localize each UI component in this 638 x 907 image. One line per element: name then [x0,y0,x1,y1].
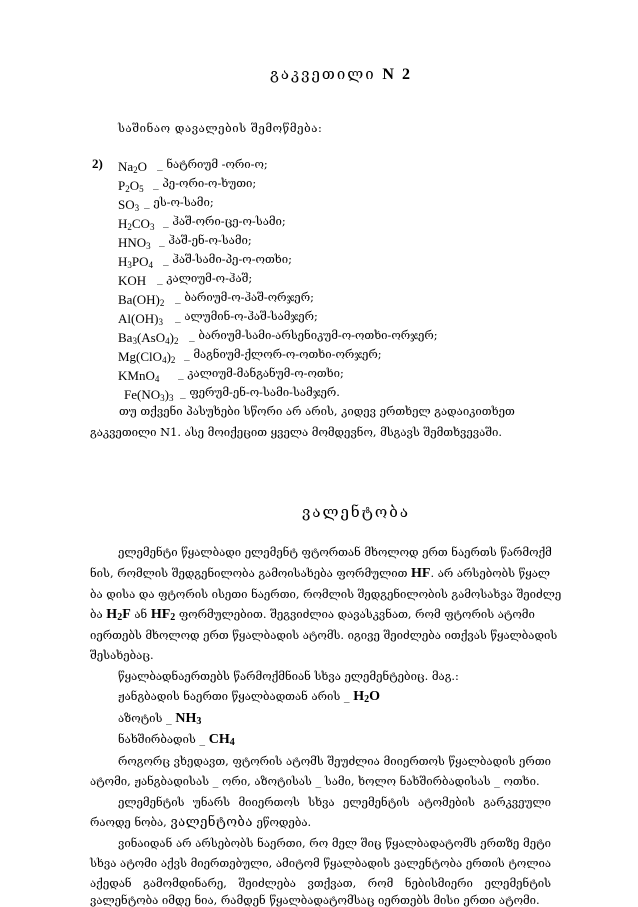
p1-line-1: ელემენტი წყალბადი ელემენტ ფტორთან მხოლოდ ერთ ნაერთს წარმოქმ [118,545,552,559]
p1-line-5: იერთებს მხოლოდ ერთ წყალბადის ატომს. იგივე შეიძლება ითქვას წყალბადის [90,628,558,642]
p5-line-2: სხვა ატომი აქვს მიერთებული, ამიტომ წყალბადის ვალენტობა ერთის ტოლია [90,856,551,870]
compound-row [118,156,268,175]
compound-formula: $Mg(ClO_4)_2$ [118,349,176,365]
term-valence: ვალენტობა [170,815,253,830]
compound-formula: $HNO_3$ [118,235,151,251]
compound-name: _ ჰაშ-სამი-პე-ო-ოთხი; [163,252,292,266]
compound-row [118,270,253,289]
compound-name: _ ფერუმ-ენ-ო-სამი-სამჯერ. [180,385,340,399]
p4-line-1: ელემენტის უნარს მიიერთოს სხვა ელემენტის ატომების გარკვეული [118,795,551,809]
valence-heading: ვალენტობა [302,503,410,521]
p1-line-4-b: ან [134,607,148,621]
p1-line-2-text: ნის, რომლის შედგენილობა გამოისახება ფორმულით [90,566,408,580]
p5-line-4: ვალენტობა იმდე ნია, რამდენ წყალბადატომსაც იერთებს მისი ერთი ატომი. [90,893,540,907]
p3-line-1: როგორც ვხედავთ, ფტორის ატომს შეუძლია მიიერთოს წყალბადის ერთი [118,754,551,768]
compound-name: _ მაგნიუმ-ქლორ-ო-ოთხი-ორჯერ; [184,347,382,361]
formula-hf2: $HF_2$ [150,607,176,623]
compound-row [118,251,292,270]
p3-line-2: ატომი, ჟანგბადისას _ ორი, აზოტისას _ სამი, ხოლო ნახშირბადისას _ ოთხი. [90,774,540,788]
compound-name: _ ბარიუმ-სამი-არსენიკუმ-ო-ოთხი-ორჯერ; [189,328,438,342]
p1-line-4-c: ფორმულებით. შეგვიძლია დავასკვნათ, რომ ფტორის ატომი [178,607,535,621]
p4-line-2 [90,815,311,830]
compound-formula: $Fe(NO_3)_3$ [124,387,174,403]
p4-line-2-b: ეწოდება. [256,815,312,829]
note-line-1: თუ თქვენი პასუხები სწორი არ არის, კიდევ ერთხელ გადაიკითხეთ [119,404,515,418]
compound-name: _ ბარიუმ-ო-ჰაშ-ორჯერ; [175,290,314,304]
compound-formula: $Ba_3(AsO_4)_2$ [118,330,179,346]
p1-line-4 [90,607,535,623]
compound-formula: $SO_3$ [118,197,140,213]
p1-line-2 [90,566,550,582]
compound-row [118,213,286,232]
p2-oxygen-text: ჟანგბადის ნაერთი წყალბადთან არის _ [118,689,350,703]
p5-line-1: ვინაიდან არ არსებობს ნაერთი, რო მელ შიც წყალბადატომს ერთზე მეტი [118,836,551,850]
compound-name: _ ჰაშ-ენ-ო-სამი; [159,233,252,247]
compound-formula: KOH [118,273,147,288]
p2-line-1: წყალბადნაერთებს წარმოქმნიან სხვა ელემენტებიც. მაგ.: [118,669,459,683]
p1-line-6: შესახებაც. [90,648,154,662]
formula-nh3: $NH_3$ [175,711,202,727]
p2-nitrogen-line [118,711,201,727]
lesson-title-word: გაკვეთილი [270,65,376,83]
p2-oxygen-line [118,689,380,705]
compound-formula: $Ba(OH)_2$ [118,292,165,308]
formula-h2o: $H_2O$ [353,689,380,705]
note-line-2: გაკვეთილი N1. ასე მოიქეცით ყველა მომდევნო, მსგავს შემთხვევაში. [90,425,503,439]
homework-heading: საშინაო დავალების შემოწმება: [118,121,323,135]
compound-row [118,194,214,213]
compound-formula: $H_3PO_4$ [118,254,154,270]
compound-row [118,346,382,365]
formula-ch4: $CH_4$ [208,732,235,748]
p5-line-3: აქედან გამომდინარე, შეიძლება ვთქვათ, რომ ნებისმიერი ელემენტის [90,876,551,890]
lesson-number: N 2 [382,66,412,83]
p1-line-4-a: ბა [90,607,103,621]
item-number: 2) [92,156,103,171]
compound-row [124,384,340,403]
compound-formula: $H_2CO_3$ [118,216,155,232]
compound-name: _ ნატრიუმ -ორი-ო; [157,157,268,171]
compound-formula: KMnO$_4$ [118,368,160,384]
compound-formula: $Na_2O$ [118,159,148,175]
lesson-title [270,65,412,84]
compound-name: _ კალიუმ-მანგანუმ-ო-ოთხი; [178,366,344,380]
compound-row [118,365,344,384]
p2-nitrogen-text: აზოტის _ [118,711,172,725]
compound-row [118,232,252,251]
compound-name: _ ალუმინ-ო-ჰაშ-სამჯერ; [175,309,318,323]
compound-row [118,308,318,327]
compound-row [118,327,438,346]
compound-name: _ პე-ორი-ო-ხუთი; [153,176,257,190]
compound-name: _ კალიუმ-ო-ჰაშ; [157,271,253,285]
compound-formula: $P_2O_5$ [118,178,144,194]
p1-line-3: ბა დისა და ფტორის ისეთი ნაერთი, რომლის შედგენილობის გამოსახვა შეიძლე [90,587,562,601]
p4-line-2-a: რაოდე ნობა, [90,815,167,829]
compound-name: _ ჰაშ-ორი-ცე-ო-სამი; [163,214,286,228]
p2-carbon-text: ნახშირბადის _ [118,732,206,746]
formula-h2f: $H_2F$ [106,607,131,623]
compound-row [118,289,314,308]
compound-row [118,175,257,194]
p2-carbon-line [118,732,235,748]
compound-formula: $Al(OH)_3$ [118,311,163,327]
formula-hf: HF [411,566,431,581]
compound-name: _ ეს-ო-სამი; [144,195,214,209]
p1-line-2-end: . არ არსებობს წყალ [430,566,551,580]
